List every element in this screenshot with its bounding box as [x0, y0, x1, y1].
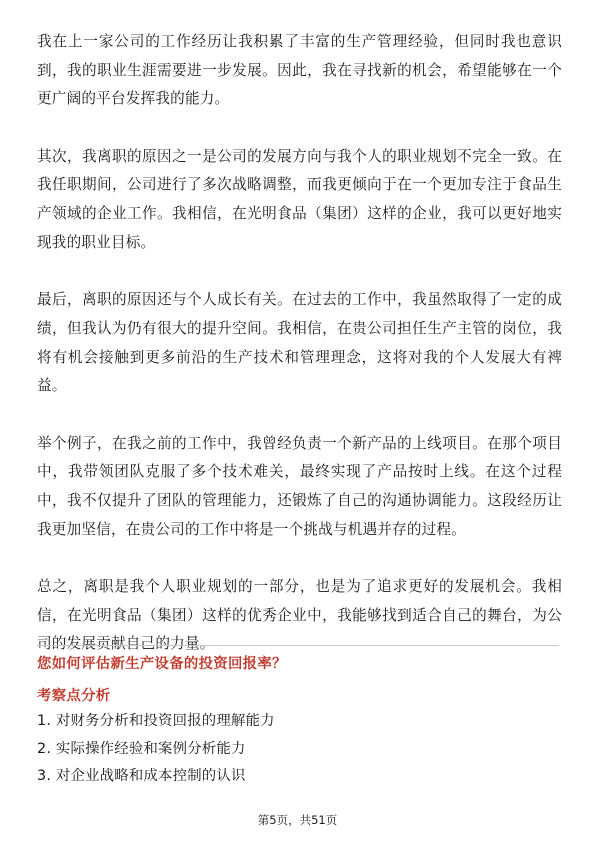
paragraph-1: 我在上一家公司的工作经历让我积累了丰富的生产管理经验，但同时我也意识到，我的职业生涯需要进一步发展。因此，我在寻找新的机会，希望能够在一个更广阔的平台发挥我的能力。 — [37, 33, 562, 108]
analysis-point: 2. 实际操作经验和案例分析能力 — [37, 740, 246, 757]
paragraph-3: 最后，离职的原因还与个人成长有关。在过去的工作中，我虽然取得了一定的成绩，但我认为仍有很大的提升空间。我相信，在贵公司担任生产主管的岗位，我将有机会接触到更多前沿的生产技术和管理理念，这将对我的个人发展大有裨益。 — [37, 291, 562, 395]
analysis-heading: 考察点分析 — [37, 688, 111, 704]
paragraph-2: 其次，我离职的原因之一是公司的发展方向与我个人的职业规划不完全一致。在我任职期间，公司进行了多次战略调整，而我更倾向于在一个更加专注于食品生产领域的企业工作。我相信，在光明食品（集团）这样的企业，我可以更好地实现我的职业目标。 — [37, 147, 562, 251]
answer-body — [37, 28, 562, 659]
analysis-point: 3. 对企业战略和成本控制的认识 — [37, 768, 246, 785]
page-number: 第5页，共51页 — [257, 813, 338, 827]
analysis-points — [37, 708, 275, 791]
interview-question: 您如何评估新生产设备的投资回报率？ — [37, 656, 287, 672]
paragraph-4: 举个例子，在我之前的工作中，我曾经负责一个新产品的上线项目。在那个项目中，我带领团队克服了多个技术难关，最终实现了产品按时上线。在这个过程中，我不仅提升了团队的管理能力，还锻炼了自己的沟通协调能力。这段经历让我更加坚信，在贵公司的工作中将是一个挑战与机遇并存的过程。 — [37, 434, 562, 538]
analysis-point: 1. 对财务分析和投资回报的理解能力 — [37, 713, 275, 729]
section-divider — [37, 645, 559, 646]
paragraph-5: 总之，离职是我个人职业规划的一部分，也是为了追求更好的发展机会。我相信，在光明食品（集团）这样的优秀企业中，我能够找到适合自己的舞台，为公司的发展贡献自己的力量。 — [37, 577, 562, 653]
